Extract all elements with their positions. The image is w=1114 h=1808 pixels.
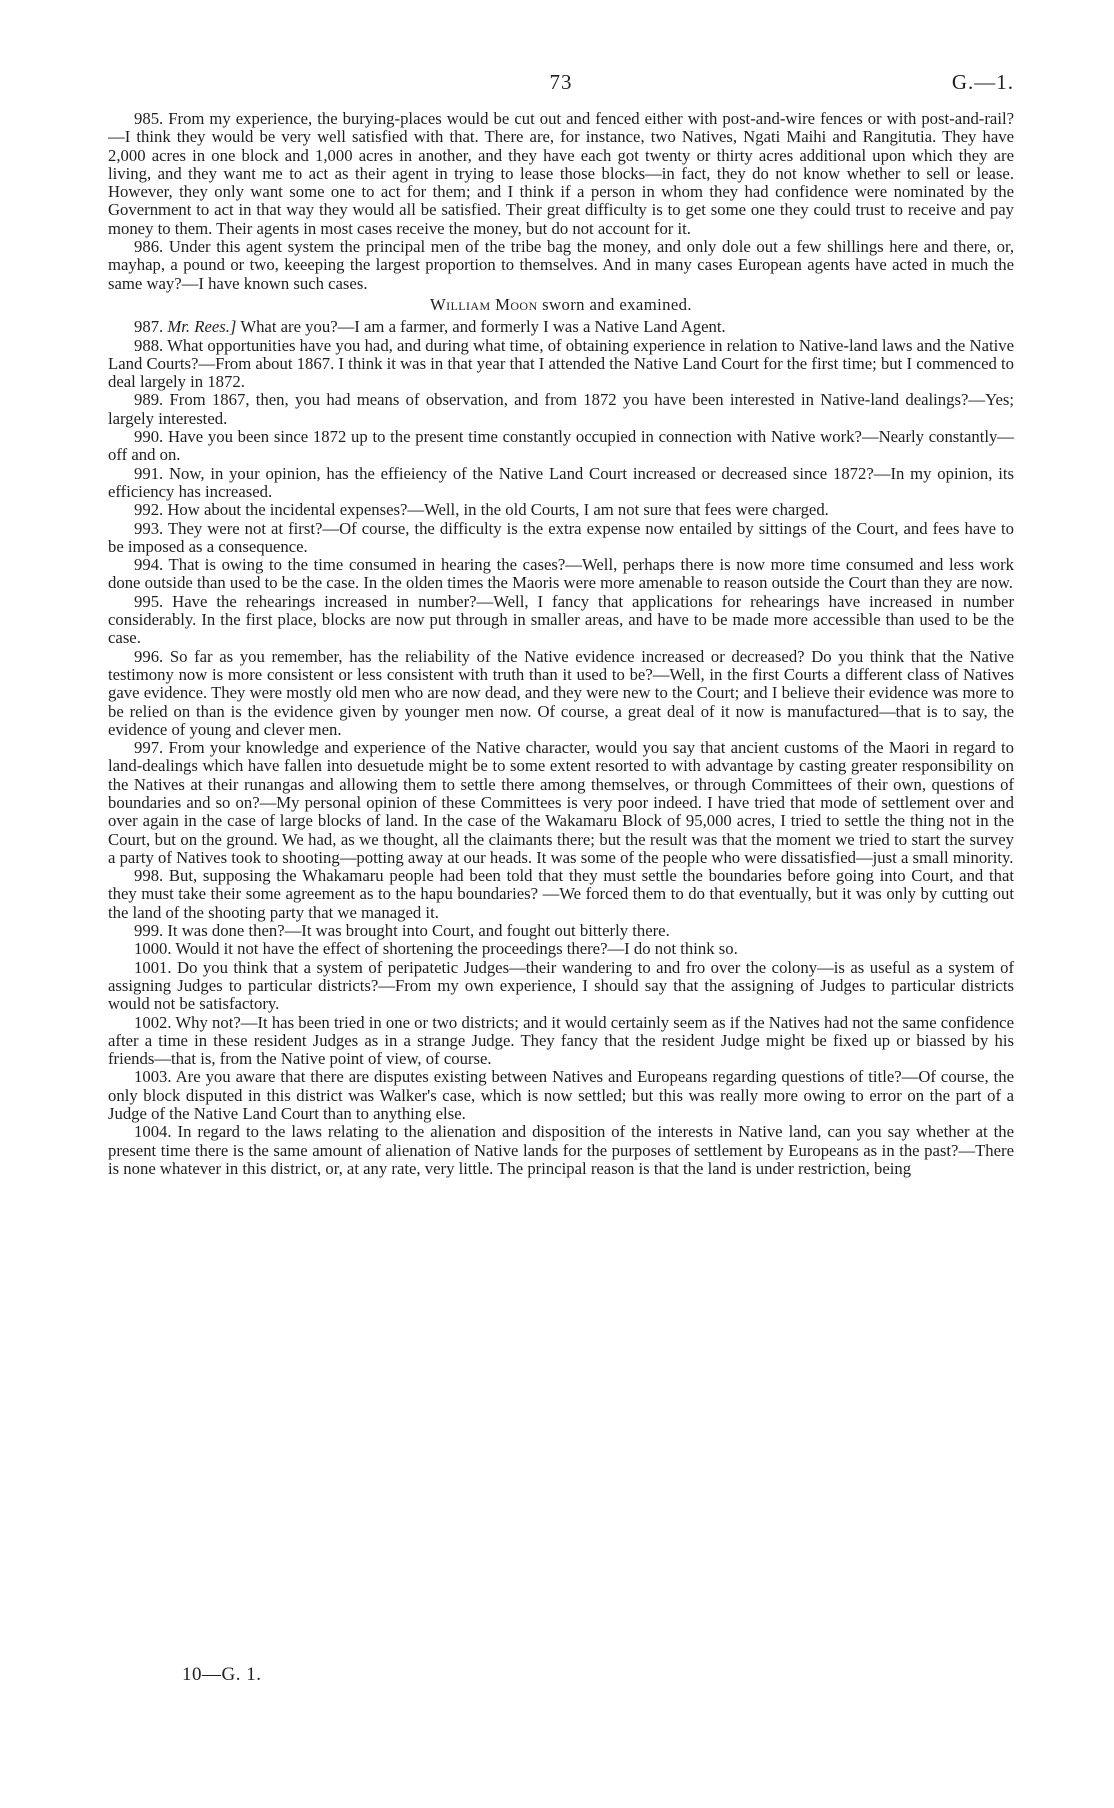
paragraph-989: 989. From 1867, then, you had means of observation, and from 1872 you have been interested in Native-land dealings?—Yes; largely interested. <box>108 390 1014 428</box>
question-number: 987. <box>134 317 164 337</box>
paragraph-992: 992. How about the incidental expenses?—Well, in the old Courts, I am not sure that fees were charged. <box>134 500 829 520</box>
paragraph-991: 991. Now, in your opinion, has the effieiency of the Native Land Court increased or decreased since 1872?—In my opinion, its efficiency has increased. <box>108 463 1014 501</box>
document-reference: G.—1. <box>951 70 1014 94</box>
paragraph-1004: 1004. In regard to the laws relating to the alienation and disposition of the interests in Native land, can you say whether at the present time there is the same amount of alienation of Native lands for the purposes of settlement by Europeans as in the past?—There is none whatever in this district, or, at any rate, very little. The principal reason is that the land is under restriction, being <box>108 1122 1014 1178</box>
paragraph-999: 999. It was done then?—It was brought into Court, and fought out bitterly there. <box>134 921 670 941</box>
page-number: 73 <box>549 70 573 94</box>
questioner: Mr. Rees.] <box>167 317 237 337</box>
signature-reference: 10—G. 1. <box>182 1664 262 1685</box>
witness-name: William Moon <box>430 294 538 314</box>
paragraph-996: 996. So far as you remember, has the reliability of the Native evidence increased or decreased? Do you think that the Native testimony now is more consistent or less consistent with truth than it used to be?—Well, in the first Courts a different class of Natives gave evidence. They were mostly old men who are now dead, and they were new to the Court; and I believe their evidence was more to be relied on than is the evidence given by younger men now. Of course, a great deal of it now is manufactured—that is to say, the evidence of young and clever men. <box>108 646 1014 739</box>
paragraph-1000: 1000. Would it not have the effect of shortening the proceedings there?—I do not think so. <box>134 939 738 959</box>
paragraph-997: 997. From your knowledge and experience of the Native character, would you say that ancient customs of the Maori in regard to land-dealings which have fallen into desuetude might be to some extent resorted to with advantage by casting greater responsibility on the Natives at their runangas and allowing them to settle there among themselves, or through Committees of their own, questions of boundaries and so on?—My personal opinion of these Committees is very poor indeed. I have tried that mode of settlement over and over again in the case of large blocks of land. In the case of the Wakamaru Block of 95,000 acres, I tried to settle the thing not in the Court, but on the ground. We had, as we thought, all the claimants there; but the result was that the moment we tried to start the survey a party of Natives took to shooting—potting away at our heads. It was some of the people who were dissatisfied—just a small minority. <box>108 738 1014 867</box>
paragraph-1003: 1003. Are you aware that there are disputes existing between Natives and Europeans regarding questions of title?—Of course, the only block disputed in this district was Walker's case, which is now settled; but this was really more owing to error on the part of a Judge of the Native Land Court than to anything else. <box>108 1067 1014 1124</box>
paragraph-990: 990. Have you been since 1872 up to the present time constantly occupied in connection with Native work?—Nearly constantly—off and on. <box>108 427 1014 465</box>
paragraph-985: 985. From my experience, the burying-places would be cut out and fenced either with post-and-wire fences or with post-and-rail?—I think they would be very well satisfied with that. There are, for instance, two Natives, Ngati Maihi and Rangitutia. They have 2,000 acres in one block and 1,000 acres in another, and they have each got twenty or thirty acres additional upon which they are living, and they want me to act as their agent in trying to lease those blocks—in fact, they do not know whether to sell or lease. However, they only want some one to act for them; and I think if a person in whom they had confidence were nominated by the Government to act in that way they would all be satisfied. Their great difficulty is to get some one they could trust to receive and pay money to them. Their agents in most cases receive the money, but do not account for it. <box>108 109 1014 238</box>
paragraph-998: 998. But, supposing the Whakamaru people had been told that they must settle the boundaries before going into Court, and that they must take their some agreement as to the hapu boundaries? —We forced them to do that eventually, but it was only by cutting out the land of the shooting party that we managed it. <box>108 866 1014 922</box>
page-header <box>108 70 1014 102</box>
paragraph-987 <box>108 318 1014 336</box>
paragraph-1002: 1002. Why not?—It has been tried in one or two districts; and it would certainly seem as if the Natives had not the same confidence after a time in these resident Judges as in a strange Judge. They fancy that the resident Judge might be fixed up or biassed by his friends—that is, from the Native point of view, of course. <box>108 1012 1014 1069</box>
paragraph-988: 988. What opportunities have you had, and during what time, of obtaining experience in relation to Native-land laws and the Native Land Courts?—From about 1867. I think it was in that year that I attended the Native Land Court for the first time; but I commenced to deal largely in 1872. <box>108 335 1014 392</box>
paragraph-994: 994. That is owing to the time consumed in hearing the cases?—Well, perhaps there is now more time consumed and less work done outside than used to be the case. In the olden times the Maoris were more amenable to reason outside the Court than they are now. <box>108 555 1014 593</box>
paragraph-993: 993. They were not at first?—Of course, the difficulty is the extra expense now entailed by sittings of the Court, and fees have to be imposed as a consequence. <box>108 518 1014 556</box>
paragraph-986: 986. Under this agent system the principal men of the tribe bag the money, and only dole out a few shillings here and there, or, mayhap, a pound or two, keeeping the largest proportion to themselves. And in many cases European agents have acted in much the same way?—I have known such cases. <box>108 237 1014 293</box>
body-text <box>108 110 1014 1178</box>
question-text: What are you?—I am a farmer, and formerly I was a Native Land Agent. <box>240 317 726 337</box>
witness-heading <box>108 296 1014 314</box>
witness-caption: sworn and examined. <box>542 294 692 314</box>
paragraph-995: 995. Have the rehearings increased in number?—Well, I fancy that applications for rehearings have increased in number considerably. In the first place, blocks are now put through in smaller areas, and have to be made more accessible than used to be the case. <box>108 591 1014 648</box>
paragraph-1001: 1001. Do you think that a system of peripatetic Judges—their wandering to and fro over the colony—is as useful as a system of assigning Judges to particular districts?—From my own experience, I should say that the assigning of Judges to particular districts would not be satisfactory. <box>108 957 1014 1014</box>
